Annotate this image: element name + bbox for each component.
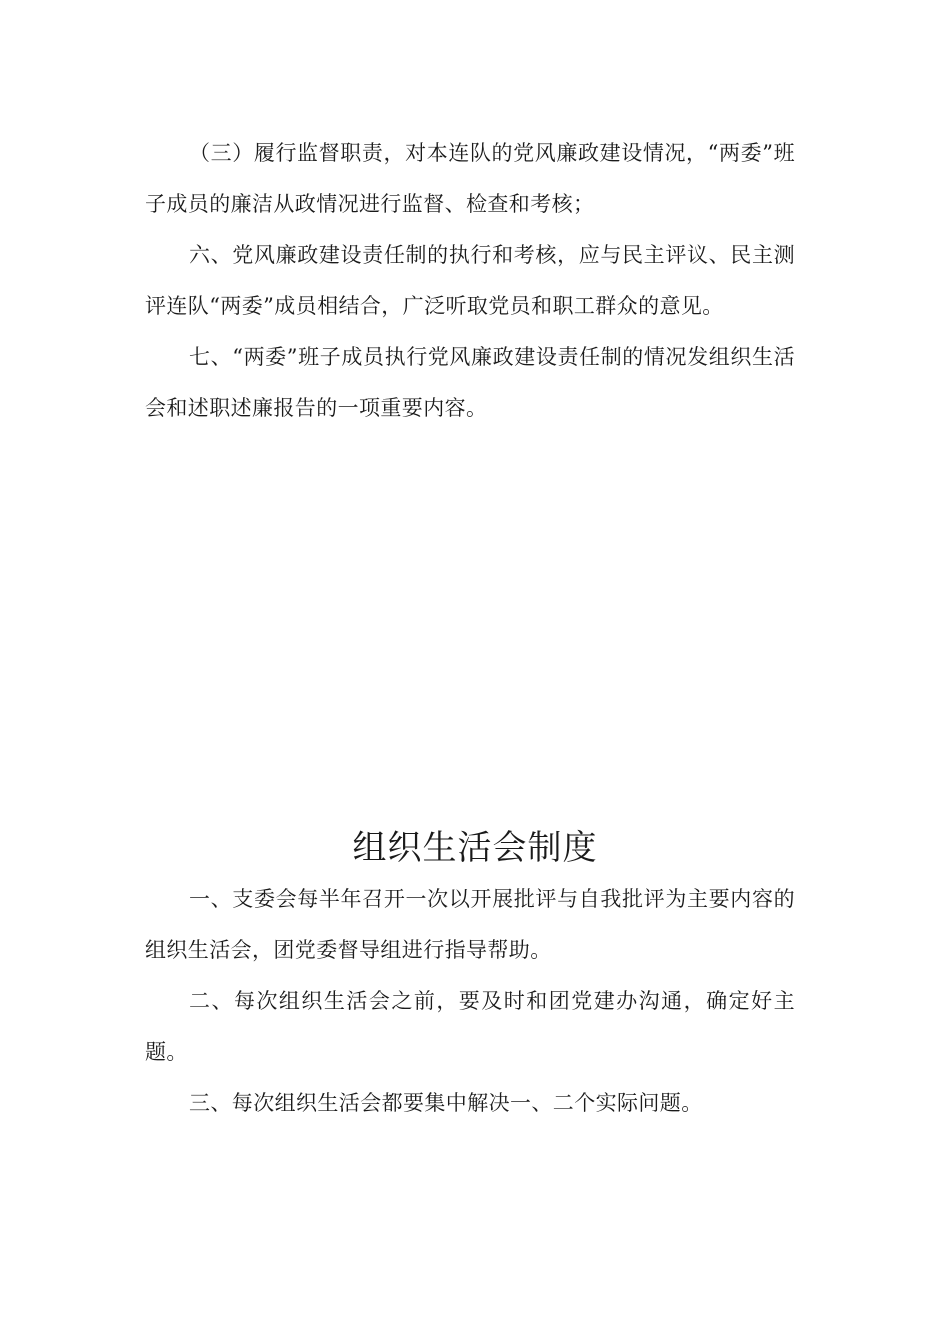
paragraph-seven: 七、“两委”班子成员执行党风廉政建设责任制的情况发组织生活会和述职述廉报告的一项重要内容。 xyxy=(145,345,795,420)
responsibility-section xyxy=(145,128,795,434)
meeting-system-section xyxy=(145,874,795,1129)
section-title: 组织生活会制度 xyxy=(352,828,598,868)
paragraph-three: 三、每次组织生活会都要集中解决一、二个实际问题。 xyxy=(189,1091,703,1115)
paragraph-supervision: （三）履行监督职责，对本连队的党风廉政建设情况，“两委”班子成员的廉洁从政情况进行监督、检查和考核； xyxy=(145,141,795,216)
paragraph-six: 六、党风廉政建设责任制的执行和考核，应与民主评议、民主测评连队“两委”成员相结合，广泛听取党员和职工群众的意见。 xyxy=(145,243,795,318)
paragraph-one: 一、支委会每半年召开一次以开展批评与自我批评为主要内容的组织生活会，团党委督导组进行指导帮助。 xyxy=(145,887,795,962)
paragraph-two: 二、每次组织生活会之前，要及时和团党建办沟通，确定好主题。 xyxy=(145,989,795,1064)
